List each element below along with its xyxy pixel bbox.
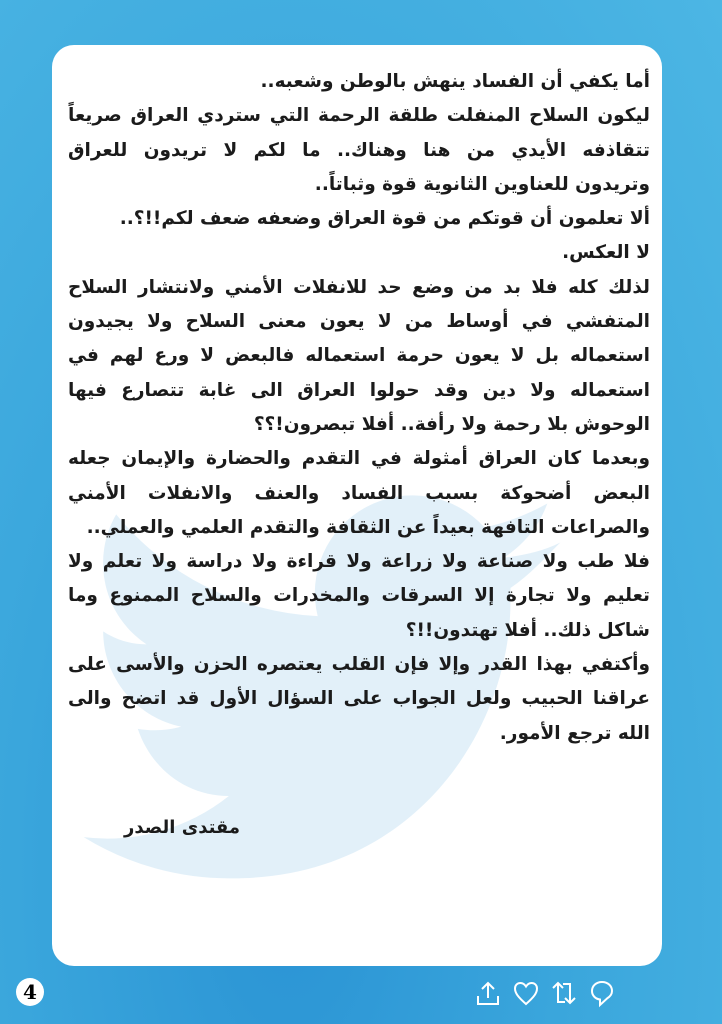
signature: مقتدى الصدر (124, 817, 241, 838)
text-line: الله ترجع الأمور. (499, 722, 650, 744)
text-line: ليكون السلاح المنفلت طلقة الرحمة التي ستردي العراق صريعاً (68, 105, 650, 127)
share-icon[interactable] (474, 978, 502, 1008)
page-number: 4 (16, 978, 44, 1006)
tweet-actions (474, 978, 616, 1008)
text-line: وتريدون للعناوين الثانوية قوة وثباتاً.. (314, 173, 650, 195)
text-line: وأكتفي بهذا القدر وإلا فإن القلب يعتصره الحزن والأسى على (68, 654, 650, 676)
text-line: تتقاذفه الأيدي من هنا وهناك.. ما لكم لا تريدون للعراق (68, 139, 650, 161)
document-card (52, 45, 662, 966)
text-line: والصراعات التافهة بعيداً عن الثقافة والتقدم العلمي والعملي.. (86, 516, 650, 538)
text-line: شاكل ذلك.. أفلا تهتدون!!؟ (405, 619, 650, 641)
text-line: الوحوش بلا رحمة ولا رأفة.. أفلا تبصرون!؟؟ (253, 413, 650, 435)
text-line: وبعدما كان العراق أمثولة في التقدم والحضارة والإيمان جعله (68, 448, 650, 470)
text-line: لا العكس. (562, 242, 650, 264)
text-line: البعض أضحوكة بسبب الفساد والعنف والانفلات الأمني (68, 482, 650, 504)
text-line: فلا طب ولا صناعة ولا زراعة ولا قراءة ولا دراسة ولا تعلم ولا (68, 551, 650, 573)
text-line: تعليم ولا تجارة إلا السرقات والمخدرات والسلاح الممنوع وما (68, 585, 650, 607)
text-line: عراقنا الحبيب ولعل الجواب على السؤال الأول قد اتضح والى (68, 688, 650, 710)
letter-body (68, 65, 650, 751)
reply-icon[interactable] (588, 978, 616, 1008)
text-line: ألا تعلمون أن قوتكم من قوة العراق وضعفه ضعف لكم!!؟.. (119, 208, 650, 230)
text-line: أما يكفي أن الفساد ينهش بالوطن وشعبه.. (260, 71, 650, 92)
retweet-icon[interactable] (550, 978, 578, 1008)
heart-icon[interactable] (512, 978, 540, 1008)
text-line: استعماله بل لا يعون حرمة استعماله فالبعض لا ورع لهم في (68, 345, 650, 367)
text-line: المتفشي في أوساط من لا يعون معنى السلاح ولا يجيدون (68, 311, 650, 333)
text-line: استعماله ولا دين وقد حولوا العراق الى غابة تتصارع فيها (68, 379, 650, 401)
text-line: لذلك كله فلا بد من وضع حد للانفلات الأمني ولانتشار السلاح (68, 276, 650, 298)
